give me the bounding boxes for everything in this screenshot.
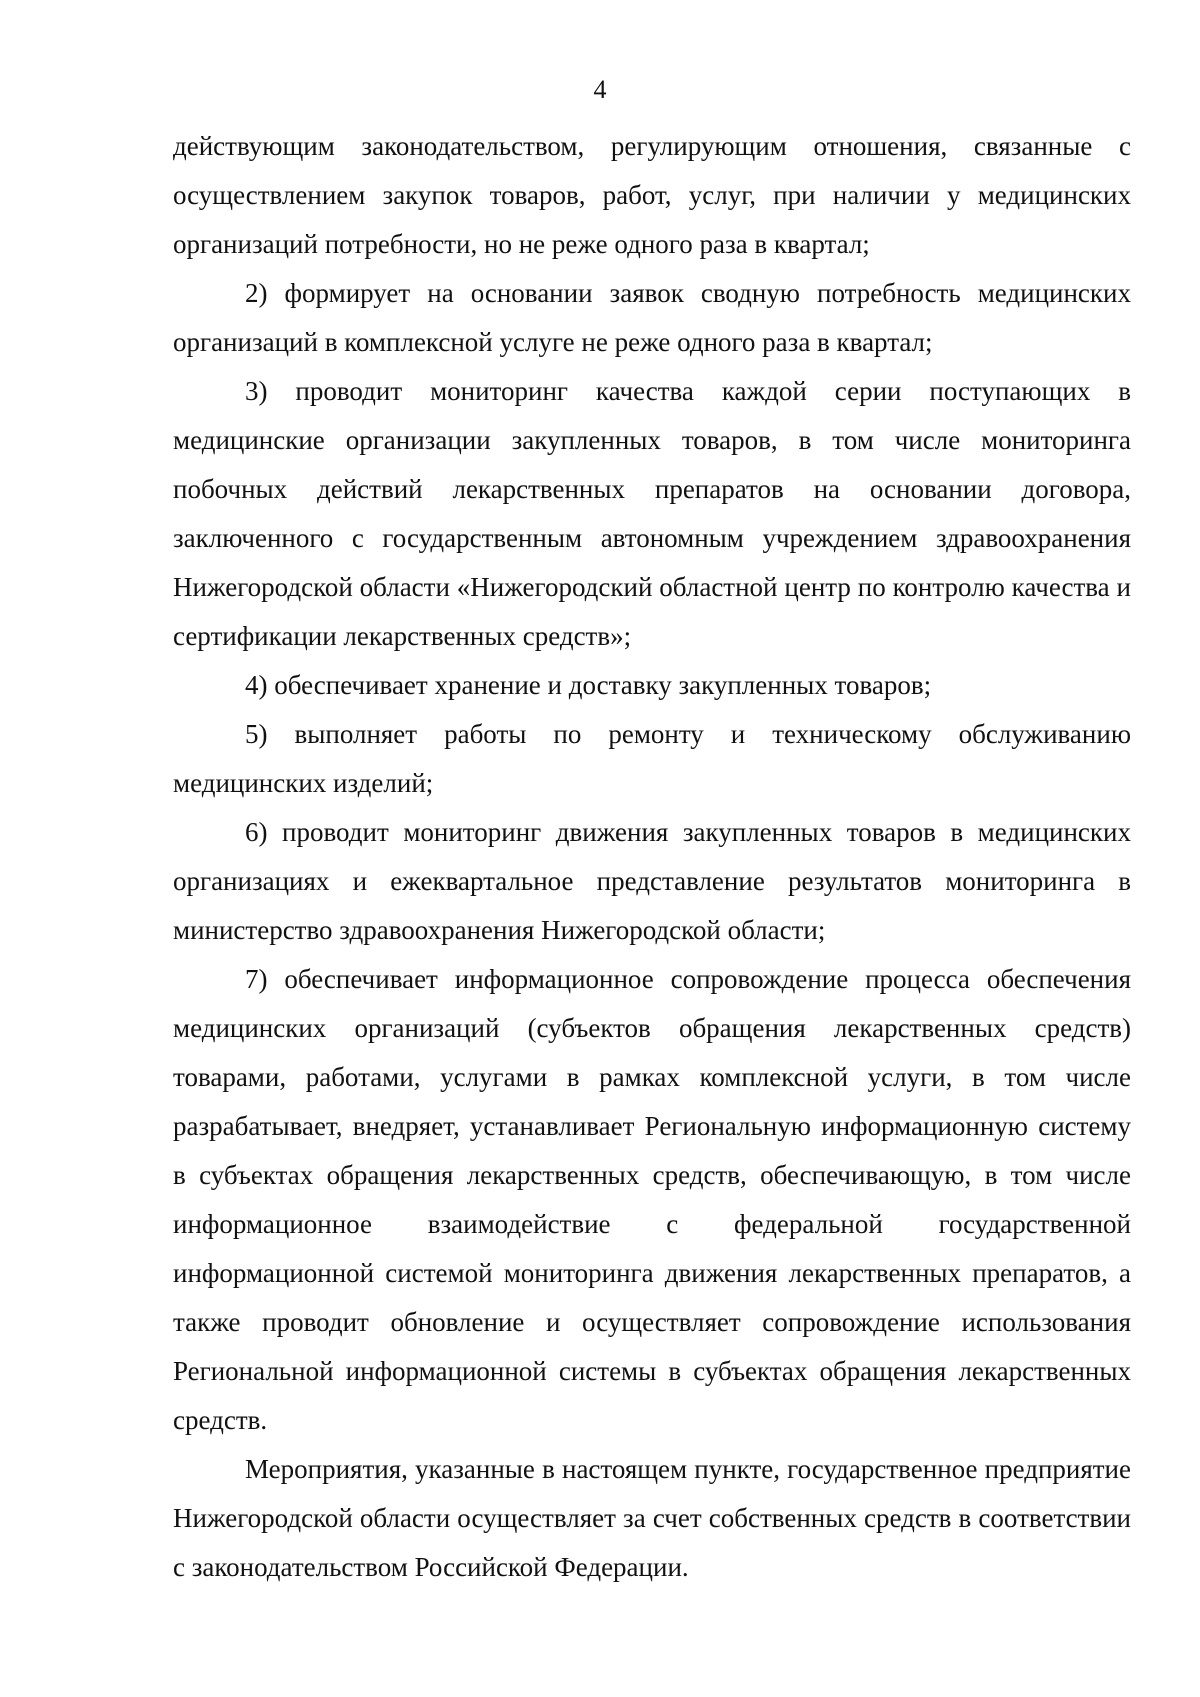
page-number: 4 [593,75,607,104]
paragraph-item-4: 4) обеспечивает хранение и доставку закупленных товаров; [245,670,932,700]
paragraph-item-3: 3) проводит мониторинг качества каждой серии поступающих в медицинские организации закупленных товаров, в том числе мониторинга побочных действий лекарственных препаратов на основании договора, заключенного с государственным автономным учреждением здравоохранения Нижегородской области «Нижегородский областной центр по контролю качества и сертификации лекарственных средств»; [173,376,1131,651]
paragraph-closing: Мероприятия, указанные в настоящем пункте, государственное предприятие Нижегородской области осуществляет за счет собственных средств в соответствии с законодательством Российской Федерации. [173,1454,1131,1582]
paragraph-continuation: действующим законодательством, регулирующим отношения, связанные с осуществлением закупок товаров, работ, услуг, при наличии у медицинских организаций потребности, но не реже одного раза в квартал; [173,131,1131,259]
document-body [173,122,1131,1592]
paragraph-item-5: 5) выполняет работы по ремонту и техническому обслуживанию медицинских изделий; [173,719,1131,798]
paragraph-item-2: 2) формирует на основании заявок сводную потребность медицинских организаций в комплексной услуге не реже одного раза в квартал; [173,278,1131,357]
paragraph-item-6: 6) проводит мониторинг движения закупленных товаров в медицинских организациях и ежеквартальное представление результатов мониторинга в министерство здравоохранения Нижегородской области; [173,817,1131,945]
paragraph-item-7: 7) обеспечивает информационное сопровождение процесса обеспечения медицинских организаций (субъектов обращения лекарственных средств) товарами, работами, услугами в рамках комплексной услуги, в том числе разрабатывает, внедряет, устанавливает Региональную информационную систему в субъектах обращения лекарственных средств, обеспечивающую, в том числе информационное взаимодействие с федеральной государственной информационной системой мониторинга движения лекарственных препаратов, а также проводит обновление и осуществляет сопровождение использования Региональной информационной системы в субъектах обращения лекарственных средств. [173,964,1131,1435]
